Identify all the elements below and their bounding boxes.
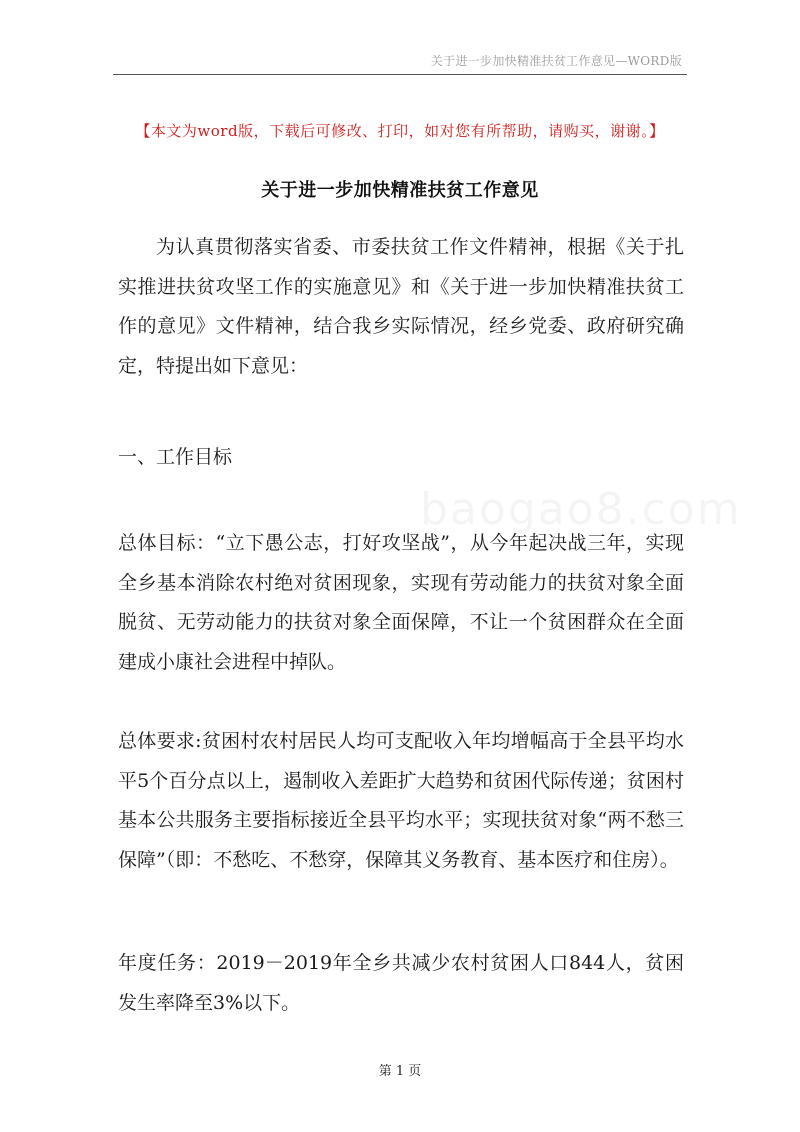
document-title: 关于进一步加快精准扶贫工作意见 (261, 180, 539, 201)
running-header: 关于进一步加快精准扶贫工作意见—WORD版 (430, 54, 682, 68)
header-divider (113, 74, 687, 75)
section-heading-goals: 一、工作目标 (118, 446, 233, 468)
annual-task-paragraph: 年度任务：2019－2019年全乡共减少农村贫困人口844人，贫困发生率降至3%以下。 (118, 952, 684, 1014)
intro-paragraph: 为认真贯彻落实省委、市委扶贫工作文件精神，根据《关于扎实推进扶贫攻坚工作的实施意见》和《关于进一步加快精准扶贫工作的意见》文件精神，结合我乡实际情况，经乡党委、政府研究确定，特提出如下意见： (118, 236, 684, 377)
download-notice: 【本文为word版，下载后可修改、打印，如对您有所帮助，请购买，谢谢。】 (135, 122, 665, 140)
overall-requirement-paragraph: 总体要求:贫困村农村居民人均可支配收入年均增幅高于全县平均水平5个百分点以上，遏制收入差距扩大趋势和贫困代际传递；贫困村基本公共服务主要指标接近全县平均水平；实现扶贫对象“两不愁三保障”（即：不愁吃、不愁穿，保障其义务教育、基本医疗和住房）。 (118, 730, 684, 871)
overall-goal-paragraph: 总体目标：“立下愚公志，打好攻坚战”，从今年起决战三年，实现全乡基本消除农村绝对贫困现象，实现有劳动能力的扶贫对象全面脱贫、无劳动能力的扶贫对象全面保障，不让一个贫困群众在全面建成小康社会进程中掉队。 (118, 532, 684, 673)
page-number: 第 1 页 (378, 1064, 422, 1079)
